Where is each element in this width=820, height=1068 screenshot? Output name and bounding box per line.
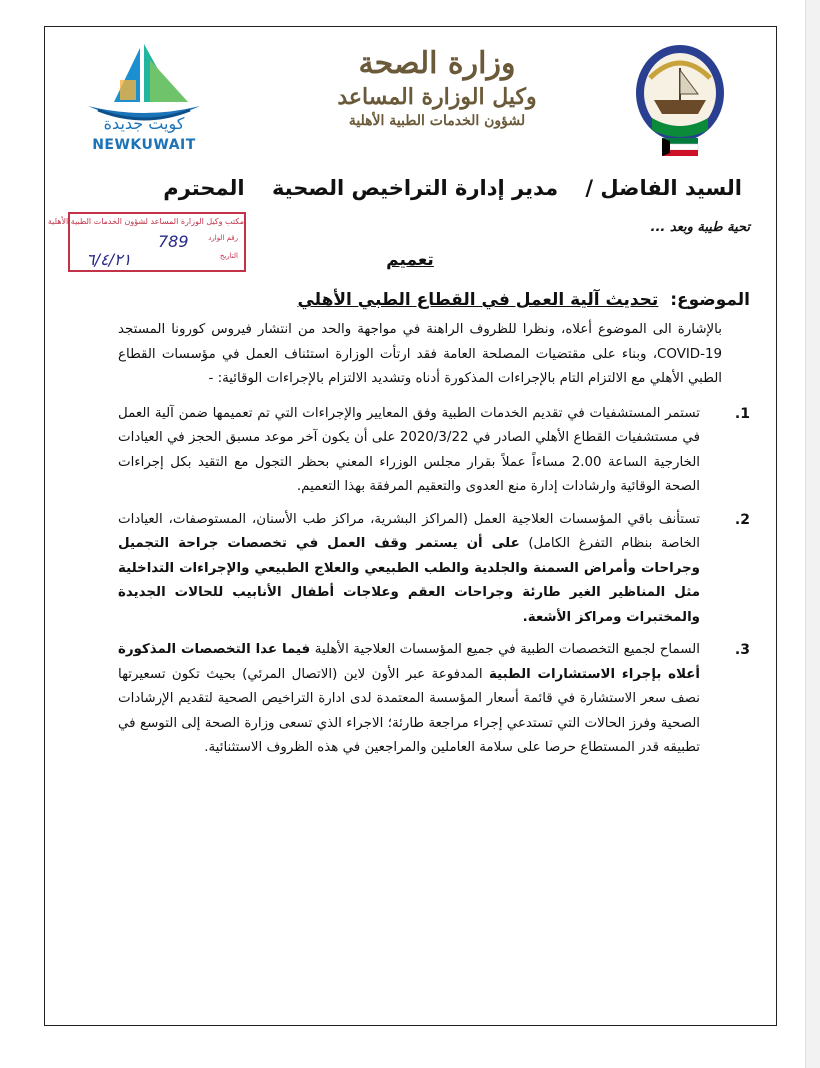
subject-label: الموضوع: [670, 290, 750, 310]
item-number: 3. [734, 642, 750, 658]
item-number: 2. [734, 511, 750, 528]
addressee-closing: المحترم [163, 176, 245, 200]
letter-body [118, 318, 750, 761]
item-text: السماح لجميع التخصصات الطبية في جميع المؤسسات العلاجية الأهلية [314, 642, 700, 657]
item-text: تستمر المستشفيات في تقديم الخدمات الطبية وفق المعايير والإجراءات التي تم تعميمها ضمن آلية العمل في مستشفيات القطاع الأهلي الصادر في 2020/3/22 على أن يكون آخر موعد مسبق الحجز في العيادات الخارجية الساعة 2.00 مساءاً عملاً بقرار مجلس الوزراء المعني بحظر التجول مع التقيد بكل إجراءات الصحة الوقائية وارشادات إدارة منع العدوى والتعقيم المرفقة بهذا التعميم. [118, 405, 700, 494]
kuwait-emblem-icon [632, 38, 728, 158]
ministry-header [322, 45, 552, 131]
scrollbar-strip [805, 0, 820, 1068]
list-item [118, 508, 750, 631]
stamp-date: ٦/٤/٢١ [86, 250, 132, 269]
logo-arabic-text: كويت جديدة [103, 114, 185, 133]
item-text: تستأنف باقي المؤسسات العلاجية العمل (المراكز البشرية، مراكز طب الأسنان، المستوصفات، العيادات الخاصة بنظام التفرغ الكامل) [118, 511, 700, 551]
department-title: لشؤون الخدمات الطبية الأهلية [348, 113, 526, 129]
subject-line [297, 290, 750, 310]
stamp-date-label: التاريخ [219, 252, 238, 260]
ministry-name: وزارة الصحة [358, 46, 516, 81]
list-item [118, 402, 750, 500]
circular-heading: تعميم [386, 250, 434, 270]
addressee-line [62, 176, 742, 200]
subject-text: تحديث آلية العمل في القطاع الطبي الأهلي [297, 290, 659, 310]
list-item [118, 638, 750, 761]
item-text-continued: المدفوعة عبر الأون لاين (الاتصال المرئي) بحيث تكون تسعيرتها نصف سعر الاستشارة في قائمة أسعار المؤسسة المعتمدة لدى ادارة التراخيص الصحية لتقديم الإرشادات الصحية وفرز الحالات التي تستدعي إجراء مراجعة طارئة؛ الاجراء الذي تسعى وزارة الصحة إلى التوسع في تطبيقه قدر المستطاع حرصا على سلامة العاملين والمراجعين في هذه الظروف الاستثنائية. [118, 666, 700, 755]
stamp-number-label: رقم الوارد [208, 234, 238, 242]
undersecretary-title: وكيل الوزارة المساعد [337, 84, 537, 110]
item-bold-text: فيما عدا التخصصات المذكورة أعلاه بإجراء الاستشارات الطبية [118, 642, 700, 682]
addressee-title: مدير إدارة التراخيص الصحية [271, 176, 559, 200]
greeting: تحية طيبة وبعد ... [650, 220, 750, 235]
intro-paragraph: بالإشارة الى الموضوع أعلاه، ونظرا للظروف الراهنة في مواجهة والحد من انتشار فيروس كورونا المستجد COVID-19، وبناء على مقتضيات المصلحة العامة فقد ارتأت الوزارة استئناف العمل في مؤسسات القطاع الطبي الأهلي مع الالتزام التام بالإجراءات المذكورة أدناه وتشديد الالتزام بالإجراءات الوقائية: - [118, 322, 722, 386]
item-bold-text: على أن يستمر وقف العمل في تخصصات جراحة التجميل وجراحات وأمراض السمنة والجلدية والطب الطبيعي والعلاج الطبيعي والإجراءات التداخلية مثل المناظير الغير طارئة وجراحات العقم وعلاجات أطفال الأنابيب للحالات الجديدة والمختبرات ومراكز الأشعة. [118, 536, 700, 625]
addressee-honorific: السيد الفاضل / [585, 176, 742, 200]
stamp-heading: مكتب وكيل الوزارة المساعد لشؤون الخدمات الطبية الأهلية [47, 217, 244, 226]
logo-english-text: NEWKUWAIT [92, 137, 196, 153]
stamp-number: 789 [158, 232, 189, 251]
item-number: 1. [734, 405, 750, 422]
incoming-stamp [47, 212, 246, 272]
